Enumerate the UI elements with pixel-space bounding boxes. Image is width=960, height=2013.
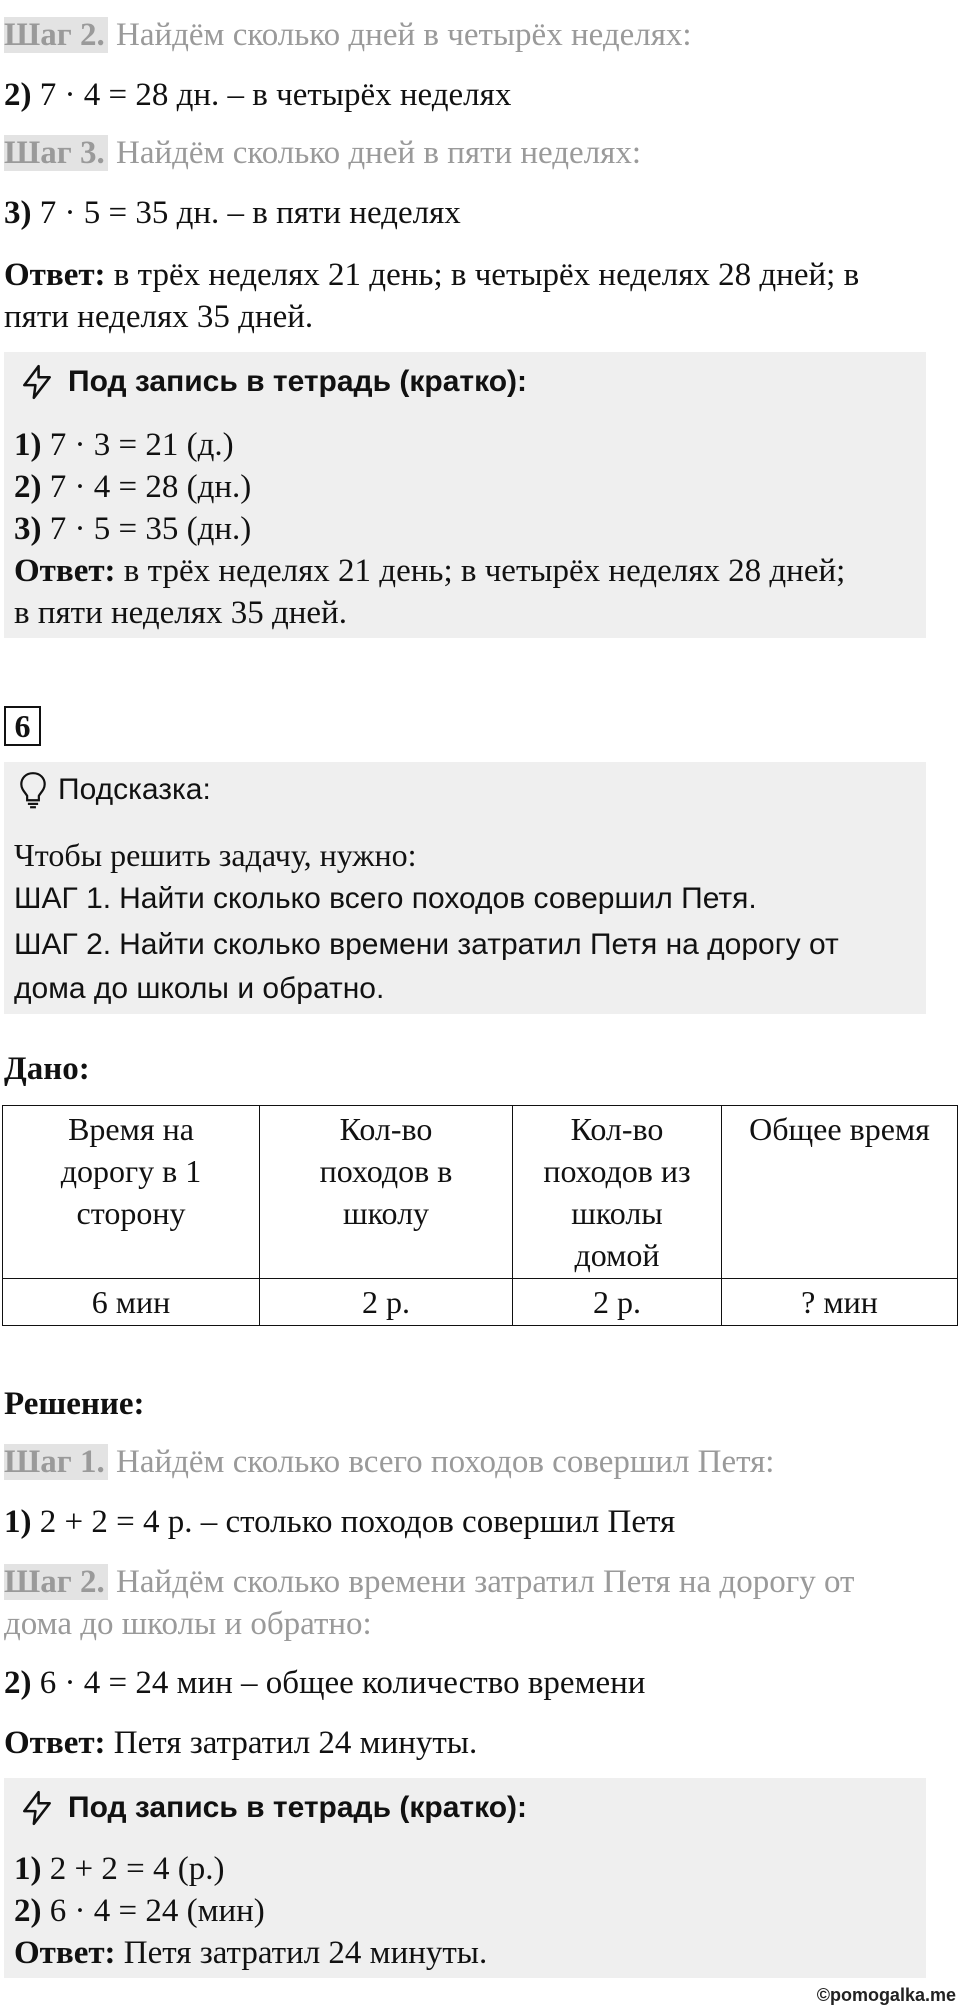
- step-text: Найдём сколько времени затратил Петя на дорогу от: [115, 1564, 855, 1600]
- given-table: [2, 1105, 958, 1326]
- line-text: 7 · 3 = 21 (д.): [49, 427, 234, 463]
- hint-intro: Чтобы решить задачу, нужно:: [14, 837, 417, 873]
- line-text: 2 + 2 = 4 (р.): [49, 1851, 225, 1887]
- solution-answer: [4, 1722, 477, 1764]
- step-text: Найдём сколько дней в четырёх неделях:: [115, 17, 692, 53]
- table-header-row: [3, 1106, 958, 1279]
- notebook-title: [18, 1788, 527, 1828]
- hint-step-2: [14, 922, 839, 966]
- hint-box: [4, 762, 926, 1014]
- step-text: Найдём сколько всего походов совершил Петя:: [115, 1444, 775, 1480]
- given-label: Дано:: [4, 1051, 90, 1087]
- value-cell: 6 мин: [3, 1279, 260, 1326]
- line-text: 6 · 4 = 24 (мин): [49, 1893, 265, 1929]
- notebook-line: [14, 424, 234, 466]
- notebook-title: [18, 362, 527, 402]
- solution-calc-2: [4, 1662, 645, 1704]
- answer-label: Ответ:: [14, 1935, 116, 1971]
- lightbulb-icon: [18, 771, 48, 809]
- hint-step-2-cont: [14, 966, 384, 1010]
- step-tag: Шаг 2.: [4, 17, 108, 53]
- header-cell: [513, 1106, 722, 1279]
- notebook-box: [4, 1778, 926, 1978]
- calc-text: 7 · 5 = 35 дн. – в пяти неделях: [39, 195, 461, 231]
- calc-number: 2): [4, 77, 32, 113]
- task-number: 6: [4, 706, 41, 746]
- answer-text: в пяти неделях 35 дней.: [14, 595, 347, 631]
- solution-step-1: [4, 1441, 774, 1483]
- calc-text: 2 + 2 = 4 р. – столько походов совершил Петя: [39, 1504, 676, 1540]
- hint-step-tag: ШАГ 2.: [14, 928, 112, 961]
- header-text: Кол-во: [339, 1111, 433, 1147]
- line-number: 3): [14, 511, 42, 547]
- hint-step-text: Найти сколько времени затратил Петя на дорогу от: [119, 928, 839, 961]
- notebook-line: [14, 1890, 265, 1932]
- solution-step-2-cont: [4, 1603, 372, 1645]
- solution-calc-1: [4, 1501, 675, 1543]
- hint-step-tag: ШАГ 1.: [14, 882, 112, 915]
- answer-text: в трёх неделях 21 день; в четырёх неделях 28 дней; в: [113, 257, 860, 293]
- answer-text: Петя затратил 24 минуты.: [113, 1725, 478, 1761]
- calc-number: 1): [4, 1504, 32, 1540]
- notebook-answer: [14, 550, 845, 592]
- answer-label: Ответ:: [14, 553, 116, 589]
- value-cell: ? мин: [722, 1279, 958, 1326]
- line-text: 7 · 5 = 35 (дн.): [49, 511, 252, 547]
- notebook-line: [14, 1848, 224, 1890]
- value-cell: 2 р.: [260, 1279, 513, 1326]
- step-tag: Шаг 1.: [4, 1444, 108, 1480]
- notebook-line: [14, 466, 251, 508]
- step-text: Найдём сколько дней в пяти неделях:: [115, 135, 642, 171]
- calc-text: 6 · 4 = 24 мин – общее количество времени: [39, 1665, 646, 1701]
- header-text: домой: [574, 1237, 660, 1273]
- lightning-icon: [18, 363, 56, 401]
- header-cell: [3, 1106, 260, 1279]
- header-cell: [260, 1106, 513, 1279]
- value-cell: 2 р.: [513, 1279, 722, 1326]
- hint-title-text: Подсказка:: [58, 773, 211, 806]
- solution-label: Решение:: [4, 1386, 145, 1422]
- solution-step-2: [4, 1561, 854, 1603]
- calc-line-3: [4, 192, 461, 234]
- header-text: Кол-во: [570, 1111, 664, 1147]
- header-cell: [722, 1106, 958, 1279]
- header-text: сторону: [76, 1195, 186, 1231]
- line-number: 1): [14, 1851, 42, 1887]
- calc-line-2: [4, 74, 511, 116]
- lightning-icon: [18, 1789, 56, 1827]
- line-text: 7 · 4 = 28 (дн.): [49, 469, 252, 505]
- notebook-answer: [14, 1932, 487, 1974]
- notebook-answer-cont: [14, 592, 347, 634]
- header-text: школу: [342, 1195, 430, 1231]
- header-text: Время на: [68, 1111, 194, 1147]
- header-text: Общее время: [749, 1111, 930, 1147]
- hint-step-1: [14, 876, 757, 920]
- answer-text: Петя затратил 24 минуты.: [123, 1935, 488, 1971]
- calc-number: 3): [4, 195, 32, 231]
- notebook-title-text: Под запись в тетрадь (кратко):: [68, 365, 528, 398]
- header-text: школы: [571, 1195, 663, 1231]
- answer-label: Ответ:: [4, 257, 106, 293]
- step-tag: Шаг 2.: [4, 1564, 108, 1600]
- line-number: 1): [14, 427, 42, 463]
- header-text: походов из: [543, 1153, 691, 1189]
- line-number: 2): [14, 469, 42, 505]
- answer-line-1: [4, 254, 859, 296]
- answer-text: в трёх неделях 21 день; в четырёх неделях 28 дней;: [123, 553, 846, 589]
- header-text: походов в: [319, 1153, 453, 1189]
- notebook-box: [4, 352, 926, 638]
- answer-text: пяти неделях 35 дней.: [4, 299, 314, 335]
- hint-step-text: дома до школы и обратно.: [14, 972, 385, 1005]
- calc-number: 2): [4, 1665, 32, 1701]
- hint-title: [18, 770, 211, 810]
- step-text: дома до школы и обратно:: [4, 1606, 372, 1642]
- answer-line-2: [4, 296, 313, 338]
- site-watermark: ©pomogalka.me: [816, 1985, 956, 2005]
- table-row: [3, 1279, 958, 1326]
- step-tag: Шаг 3.: [4, 135, 108, 171]
- step-3-heading: [4, 132, 641, 174]
- hint-step-text: Найти сколько всего походов совершил Петя.: [119, 882, 757, 915]
- notebook-line: [14, 508, 251, 550]
- notebook-title-text: Под запись в тетрадь (кратко):: [68, 1791, 528, 1824]
- step-2-heading: [4, 14, 692, 56]
- line-number: 2): [14, 1893, 42, 1929]
- answer-label: Ответ:: [4, 1725, 106, 1761]
- calc-text: 7 · 4 = 28 дн. – в четырёх неделях: [39, 77, 512, 113]
- header-text: дорогу в 1: [60, 1153, 202, 1189]
